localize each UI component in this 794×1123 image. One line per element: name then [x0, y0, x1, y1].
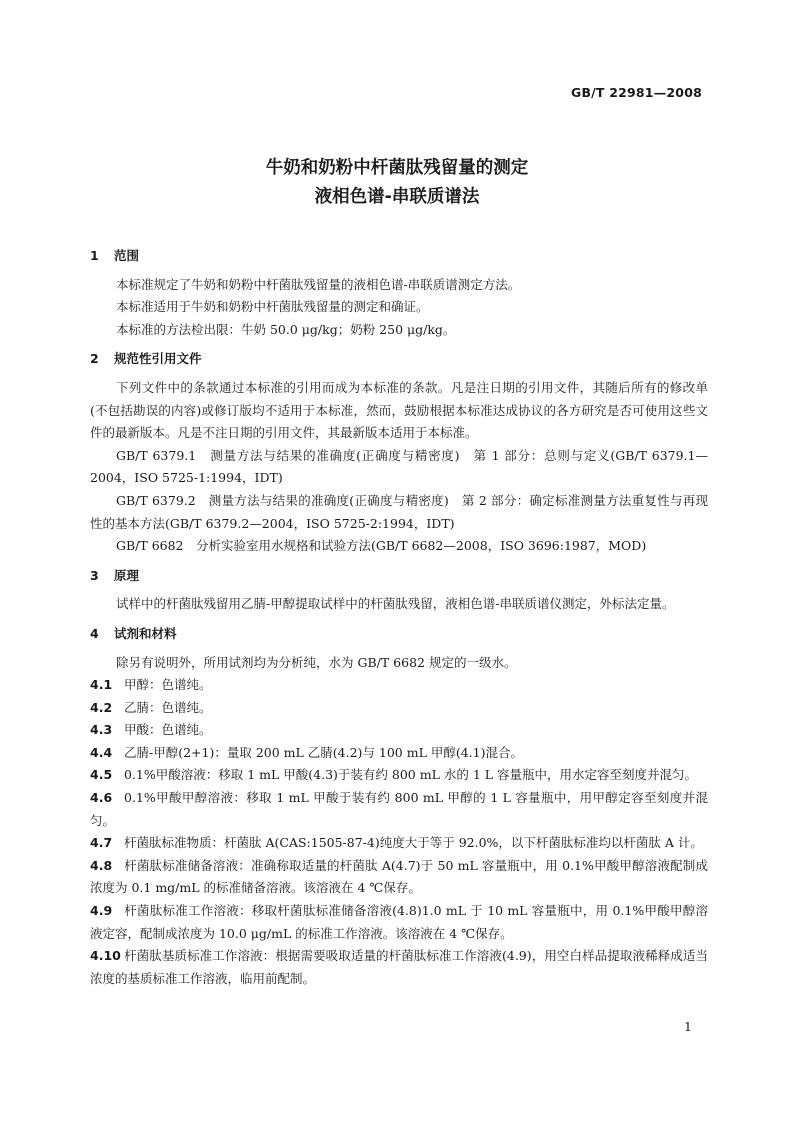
- reference-entry: GB/T 6379.1 测量方法与结果的准确度(正确度与精密度) 第 1 部分：总则与定义(GB/T 6379.1—2004，ISO 5725-1:1994，IDT): [90, 447, 708, 486]
- item-text: 杆菌肽标准工作溶液：移取杆菌肽标准储备溶液(4.8)1.0 mL 于 10 mL 容量瓶中，用 0.1%甲酸甲醇溶液定容，配制成浓度为 10.0 μg/mL 的标准工作溶液。该溶液在 4 ℃保存。: [90, 903, 708, 941]
- item-number: 4.1: [90, 677, 113, 693]
- section-title: 试剂和材料: [114, 625, 177, 641]
- title-line-1: 牛奶和奶粉中杆菌肽残留量的测定: [265, 158, 529, 178]
- title-line-2: 液相色谱-串联质谱法: [314, 187, 480, 207]
- item-number: 4.7: [90, 835, 113, 851]
- section-number: 2: [90, 351, 99, 367]
- item-number: 4.9: [90, 903, 113, 919]
- document-title: [0, 154, 794, 212]
- list-item: [90, 764, 708, 787]
- item-number: 4.4: [90, 744, 113, 760]
- paragraph: 本标准适用于牛奶和奶粉中杆菌肽残留量的测定和确证。: [116, 299, 429, 315]
- section-heading-4: [90, 623, 708, 646]
- item-number: 4.5: [90, 767, 113, 783]
- paragraph: 本标准规定了牛奶和奶粉中杆菌肽残留量的液相色谱-串联质谱测定方法。: [116, 276, 521, 292]
- list-item: [90, 742, 708, 765]
- item-text: 甲醇：色谱纯。: [124, 677, 212, 693]
- item-number: 4.3: [90, 722, 113, 738]
- reference-entry: GB/T 6379.2 测量方法与结果的准确度(正确度与精密度) 第 2 部分：确定标准测量方法重复性与再现性的基本方法(GB/T 6379.2—2004，ISO 5725-2:1994，IDT): [90, 492, 708, 531]
- list-item: [90, 719, 708, 742]
- item-text: 甲酸：色谱纯。: [124, 722, 212, 738]
- standard-code: GB/T 22981—2008: [570, 85, 702, 100]
- section-title: 原理: [114, 567, 140, 583]
- item-number: 4.10: [90, 948, 121, 964]
- section-heading-2: [90, 348, 708, 371]
- section-heading-1: [90, 245, 708, 268]
- item-number: 4.8: [90, 857, 113, 873]
- section-number: 3: [90, 567, 99, 583]
- list-item: [90, 945, 708, 990]
- list-item: [90, 697, 708, 720]
- list-item: [90, 674, 708, 697]
- item-number: 4.6: [90, 790, 113, 806]
- item-text: 乙腈：色谱纯。: [124, 699, 212, 715]
- document-body: [90, 245, 708, 990]
- section-number: 4: [90, 625, 99, 641]
- paragraph: 本标准的方法检出限：牛奶 50.0 μg/kg；奶粉 250 μg/kg。: [116, 321, 456, 337]
- reference-entry: GB/T 6682 分析实验室用水规格和试验方法(GB/T 6682—2008，ISO 3696:1987，MOD): [116, 538, 647, 554]
- item-text: 杆菌肽标准物质：杆菌肽 A(CAS:1505-87-4)纯度大于等于 92.0%，以下杆菌肽标准均以杆菌肽 A 计。: [124, 835, 703, 851]
- list-item: [90, 900, 708, 945]
- list-item: [90, 787, 708, 832]
- section-heading-3: [90, 565, 708, 588]
- paragraph: 下列文件中的条款通过本标准的引用而成为本标准的条款。凡是注日期的引用文件，其随后所有的修改单(不包括勘误的内容)或修订版均不适用于本标准，然而，鼓励根据本标准达成协议的各方研究是否可使用这些文件的最新版本。凡是不注日期的引用文件，其最新版本适用于本标准。: [90, 379, 708, 441]
- list-item: [90, 832, 708, 855]
- section-title: 规范性引用文件: [114, 351, 202, 367]
- section-title: 范围: [114, 248, 140, 263]
- item-text: 0.1%甲酸溶液：移取 1 mL 甲酸(4.3)于装有约 800 mL 水的 1 L 容量瓶中，用水定容至刻度并混匀。: [124, 767, 698, 783]
- page-number: 1: [684, 1019, 692, 1034]
- item-text: 乙腈-甲醇(2+1)：量取 200 mL 乙腈(4.2)与 100 mL 甲醇(4.1)混合。: [124, 744, 523, 760]
- item-number: 4.2: [90, 699, 113, 715]
- section-number: 1: [90, 248, 99, 263]
- item-text: 0.1%甲酸甲醇溶液：移取 1 mL 甲酸于装有约 800 mL 甲醇的 1 L 容量瓶中，用甲醇定容至刻度并混匀。: [90, 790, 708, 828]
- paragraph: 试样中的杆菌肽残留用乙腈-甲醇提取试样中的杆菌肽残留，液相色谱-串联质谱仪测定，外标法定量。: [116, 596, 675, 612]
- paragraph: 除另有说明外，所用试剂均为分析纯，水为 GB/T 6682 规定的一级水。: [116, 654, 517, 670]
- list-item: [90, 855, 708, 900]
- item-text: 杆菌肽基质标准工作溶液：根据需要吸取适量的杆菌肽标准工作溶液(4.9)，用空白样品提取液稀释成适当浓度的基质标准工作溶液，临用前配制。: [90, 948, 708, 986]
- item-text: 杆菌肽标准储备溶液：准确称取适量的杆菌肽 A(4.7)于 50 mL 容量瓶中，用 0.1%甲酸甲醇溶液配制成浓度为 0.1 mg/mL 的标准储备溶液。该溶液在 4 ℃保存。: [90, 857, 708, 896]
